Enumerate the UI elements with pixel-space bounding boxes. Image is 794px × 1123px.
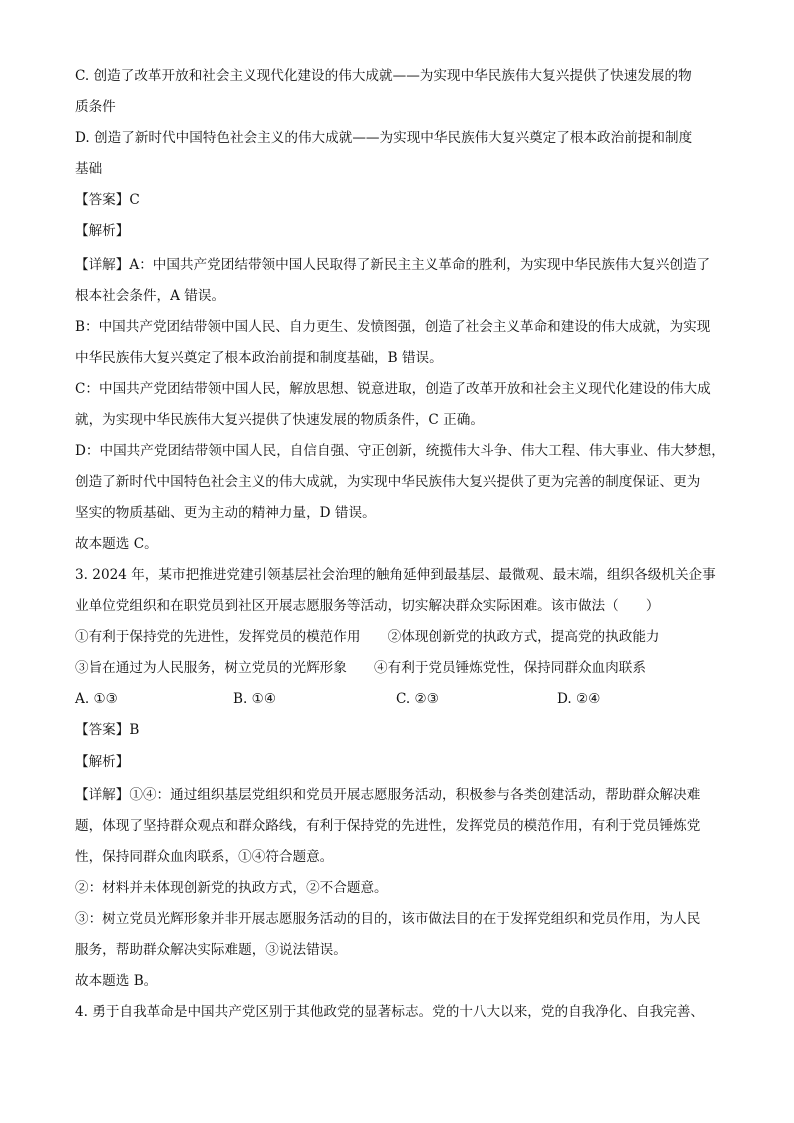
- question-3-stem: 业单位党组织和在职党员到社区开展志愿服务等活动，切实解决群众实际困难。该市做法（ ）: [75, 598, 660, 614]
- option-d-line-1: D. 创造了新时代中国特色社会主义的伟大成就——为实现中华民族伟大复兴奠定了根本政治前提和制度: [75, 130, 693, 146]
- detail-paragraph: 题，体现了坚持群众观点和群众路线，有利于保持党的先进性，发挥党员的模范作用，有利于党员锤炼党: [75, 818, 701, 834]
- analysis-label: 【解析】: [75, 223, 130, 239]
- answer-label: 【答案】C: [75, 192, 140, 208]
- detail-paragraph: 【详解】A：中国共产党团结带领中国人民取得了新民主主义革命的胜利，为实现中华民族伟大复兴创造了: [75, 257, 711, 273]
- detail-paragraph: B：中国共产党团结带领中国人民、自力更生、发愤图强，创造了社会主义革命和建设的伟大成就，为实现: [75, 319, 711, 335]
- option-c-line-1: C. 创造了改革开放和社会主义现代化建设的伟大成就——为实现中华民族伟大复兴提供了快速发展的物: [75, 68, 692, 84]
- detail-paragraph: 性，保持同群众血肉联系，①④符合题意。: [75, 849, 334, 865]
- question-3-stem: 3. 2024 年，某市把推进党建引领基层社会治理的触角延伸到最基层、最微观、最末端，组织各级机关企事: [75, 567, 716, 583]
- option-d-line-2: 基础: [75, 161, 103, 177]
- choice-b: B. ①④: [233, 691, 277, 707]
- choice-d: D. ②④: [557, 691, 601, 707]
- detail-paragraph: 中华民族伟大复兴奠定了根本政治前提和制度基础，B 错误。: [75, 350, 443, 366]
- detail-paragraph: 创造了新时代中国特色社会主义的伟大成就，为实现中华民族伟大复兴提供了更为完善的制度保证、更为: [75, 474, 701, 490]
- detail-paragraph: 坚实的物质基础、更为主动的精神力量，D 错误。: [75, 505, 376, 521]
- conclusion-line: 故本题选 B。: [75, 973, 158, 989]
- detail-paragraph: 【详解】①④：通过组织基层党组织和党员开展志愿服务活动，积极参与各类创建活动，帮助群众解决难: [75, 787, 701, 803]
- analysis-label: 【解析】: [75, 754, 130, 770]
- choice-a: A. ①③: [75, 691, 118, 707]
- option-c-line-2: 质条件: [75, 99, 116, 115]
- conclusion-line: 故本题选 C。: [75, 536, 158, 552]
- question-3-statements: ③旨在通过为人民服务，树立党员的光辉形象 ④有利于党员锤炼党性，保持同群众血肉联系: [75, 660, 646, 676]
- detail-paragraph: D：中国共产党团结带领中国人民，自信自强、守正创新，统揽伟大斗争、伟大工程、伟大事业、伟大梦想，: [75, 443, 725, 459]
- detail-paragraph: ②：材料并未体现创新党的执政方式，②不合题意。: [75, 880, 388, 896]
- detail-paragraph: 根本社会条件，A 错误。: [75, 288, 226, 304]
- detail-paragraph: 服务，帮助群众解决实际难题，③说法错误。: [75, 942, 347, 958]
- question-4-stem: 4. 勇于自我革命是中国共产党区别于其他政党的显著标志。党的十八大以来，党的自我净化、自我完善、: [75, 1004, 705, 1020]
- answer-label: 【答案】B: [75, 722, 140, 738]
- detail-paragraph: 就，为实现中华民族伟大复兴提供了快速发展的物质条件，C 正确。: [75, 412, 484, 428]
- detail-paragraph: ③：树立党员光辉形象并非开展志愿服务活动的目的，该市做法目的在于发挥党组织和党员作用，为人民: [75, 911, 701, 927]
- choice-c: C. ②③: [396, 691, 439, 707]
- question-3-statements: ①有利于保持党的先进性，发挥党员的模范作用 ②体现创新党的执政方式，提高党的执政能力: [75, 629, 660, 645]
- detail-paragraph: C：中国共产党团结带领中国人民，解放思想、锐意进取，创造了改革开放和社会主义现代化建设的伟大成: [75, 381, 711, 397]
